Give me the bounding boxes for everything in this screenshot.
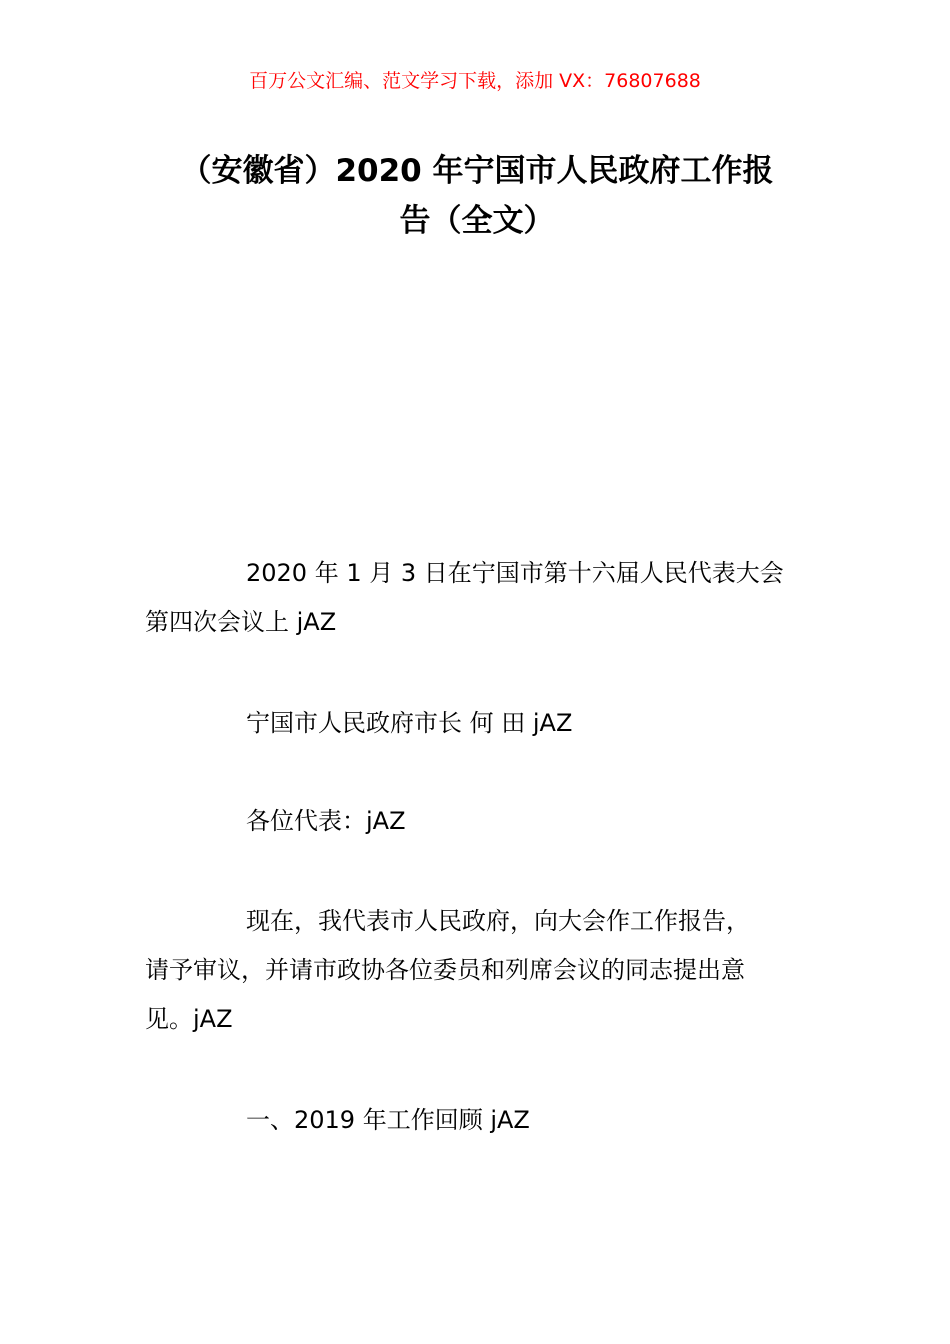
meeting-info-line-1: 2020 年 1 月 3 日在宁国市第十六届人民代表大会 (246, 559, 784, 587)
document-title-line-2: 告（全文） (399, 203, 555, 239)
promo-header: 百万公文汇编、范文学习下载，添加 VX：76807688 (249, 70, 701, 92)
section-heading: 一、2019 年工作回顾 jAZ (246, 1106, 530, 1134)
speaker-line: 宁国市人民政府市长 何 田 jAZ (246, 709, 573, 737)
intro-paragraph-line-2: 请予审议，并请市政协各位委员和列席会议的同志提出意 (145, 956, 745, 984)
salutation: 各位代表：jAZ (246, 807, 406, 835)
meeting-info-line-2: 第四次会议上 jAZ (145, 608, 337, 636)
intro-paragraph-line-3: 见。jAZ (145, 1005, 233, 1033)
intro-paragraph-line-1: 现在，我代表市人民政府，向大会作工作报告， (246, 907, 750, 935)
document-title-line-1: （安徽省）2020 年宁国市人民政府工作报 (180, 153, 774, 189)
